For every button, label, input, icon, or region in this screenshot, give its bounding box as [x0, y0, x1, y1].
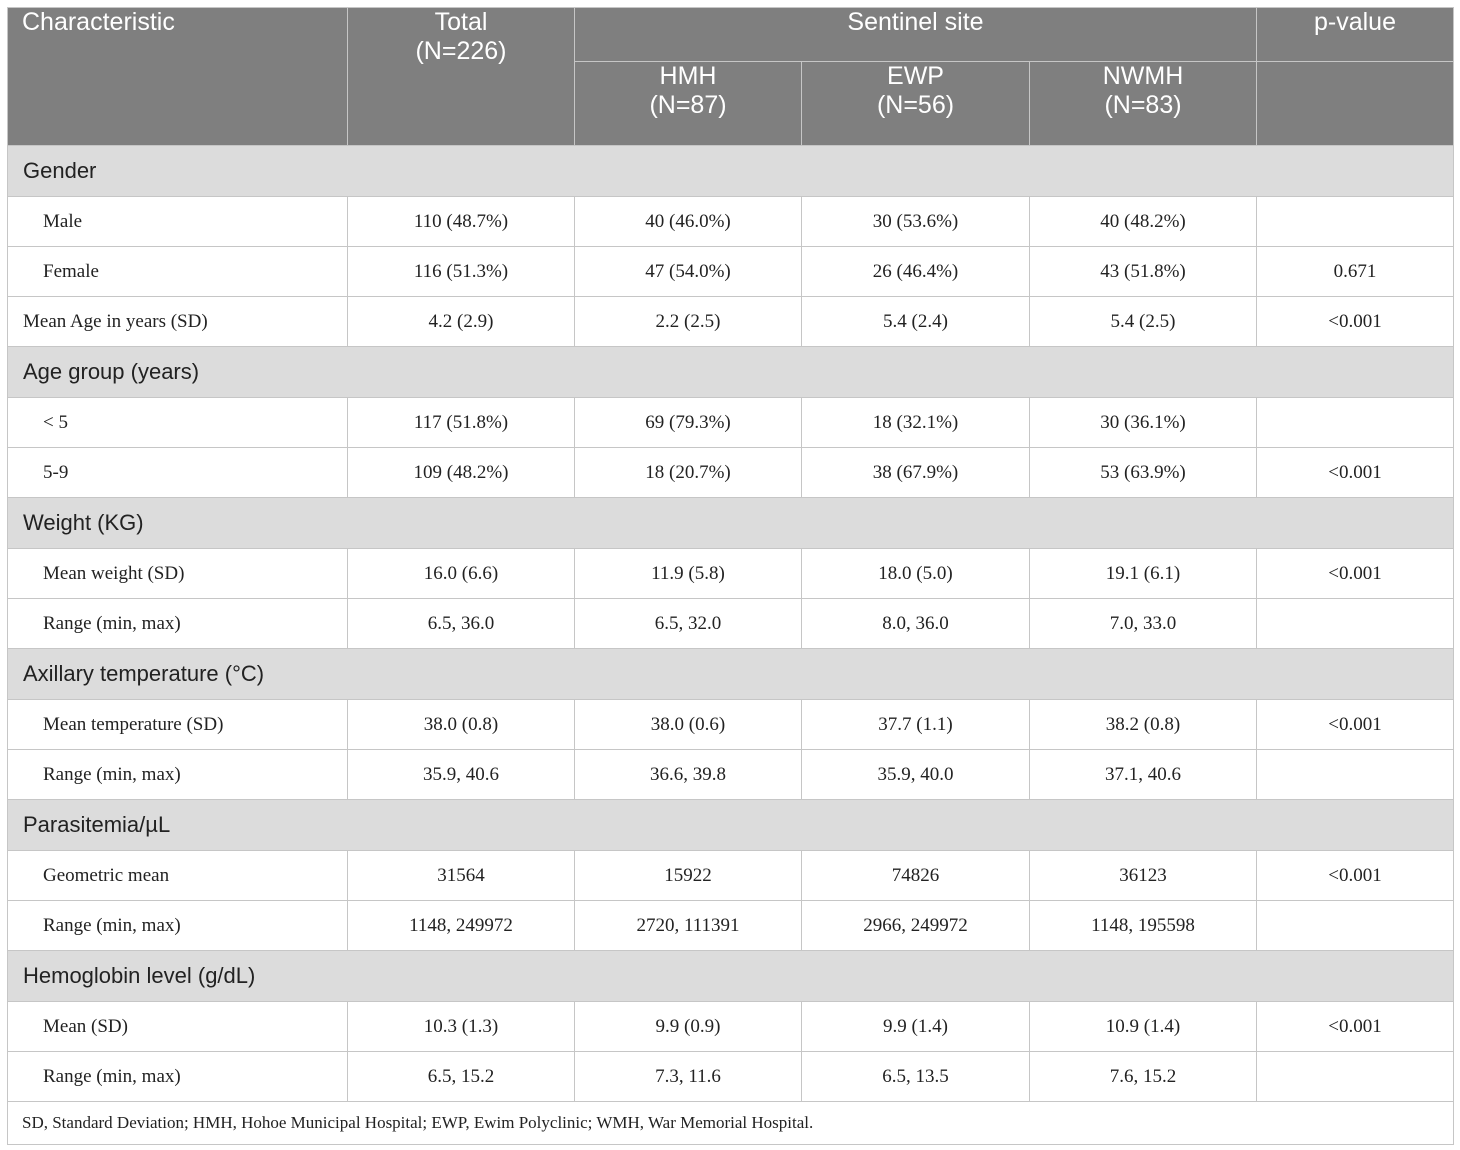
cell-hmh: 36.6, 39.8 — [575, 750, 802, 800]
cell-pvalue — [1257, 398, 1454, 448]
table-row — [8, 851, 1454, 901]
table-row — [8, 599, 1454, 649]
row-label: 5-9 — [8, 448, 348, 498]
cell-pvalue — [1257, 197, 1454, 247]
table-row — [8, 549, 1454, 599]
cell-hmh: 40 (46.0%) — [575, 197, 802, 247]
header-pvalue: p-value — [1257, 8, 1454, 62]
row-label: Range (min, max) — [8, 901, 348, 951]
cell-nwmh: 37.1, 40.6 — [1030, 750, 1257, 800]
cell-ewp: 74826 — [802, 851, 1030, 901]
cell-total: 4.2 (2.9) — [348, 297, 575, 347]
cell-nwmh: 7.6, 15.2 — [1030, 1052, 1257, 1102]
cell-total: 116 (51.3%) — [348, 247, 575, 297]
cell-pvalue: 0.671 — [1257, 247, 1454, 297]
site-n: (N=87) — [649, 91, 727, 119]
section-title: Axillary temperature (°C) — [8, 649, 1454, 700]
row-label: Male — [8, 197, 348, 247]
cell-ewp: 8.0, 36.0 — [802, 599, 1030, 649]
table-row — [8, 750, 1454, 800]
cell-ewp: 37.7 (1.1) — [802, 700, 1030, 750]
cell-ewp: 18 (32.1%) — [802, 398, 1030, 448]
cell-hmh: 2720, 111391 — [575, 901, 802, 951]
table-row — [8, 700, 1454, 750]
cell-hmh: 18 (20.7%) — [575, 448, 802, 498]
table-row — [8, 247, 1454, 297]
cell-nwmh: 10.9 (1.4) — [1030, 1002, 1257, 1052]
footnote: SD, Standard Deviation; HMH, Hohoe Municipal Hospital; EWP, Ewim Polyclinic; WMH, War Memorial Hospital. — [8, 1102, 1454, 1145]
cell-pvalue — [1257, 1052, 1454, 1102]
cell-hmh: 15922 — [575, 851, 802, 901]
cell-total: 117 (51.8%) — [348, 398, 575, 448]
cell-pvalue — [1257, 599, 1454, 649]
cell-nwmh: 53 (63.9%) — [1030, 448, 1257, 498]
header-characteristic: Characteristic — [8, 8, 348, 146]
cell-pvalue: <0.001 — [1257, 448, 1454, 498]
cell-pvalue — [1257, 750, 1454, 800]
characteristics-table — [7, 7, 1454, 1145]
row-label: Range (min, max) — [8, 750, 348, 800]
row-label: Range (min, max) — [8, 599, 348, 649]
cell-hmh: 69 (79.3%) — [575, 398, 802, 448]
table-row — [8, 448, 1454, 498]
header-row-1 — [8, 8, 1454, 62]
site-name: EWP — [887, 62, 944, 90]
cell-ewp: 9.9 (1.4) — [802, 1002, 1030, 1052]
cell-ewp: 38 (67.9%) — [802, 448, 1030, 498]
cell-pvalue — [1257, 901, 1454, 951]
row-label: Mean temperature (SD) — [8, 700, 348, 750]
cell-nwmh: 7.0, 33.0 — [1030, 599, 1257, 649]
cell-nwmh: 43 (51.8%) — [1030, 247, 1257, 297]
cell-total: 1148, 249972 — [348, 901, 575, 951]
header-site-ewp — [802, 62, 1030, 146]
cell-hmh: 38.0 (0.6) — [575, 700, 802, 750]
cell-hmh: 6.5, 32.0 — [575, 599, 802, 649]
cell-ewp: 5.4 (2.4) — [802, 297, 1030, 347]
cell-nwmh: 36123 — [1030, 851, 1257, 901]
table-row — [8, 197, 1454, 247]
cell-hmh: 7.3, 11.6 — [575, 1052, 802, 1102]
cell-ewp: 30 (53.6%) — [802, 197, 1030, 247]
section-title: Parasitemia/µL — [8, 800, 1454, 851]
header-total-label: Total — [434, 8, 488, 36]
header-total-n: (N=226) — [415, 37, 507, 65]
table-row — [8, 1002, 1454, 1052]
row-label: Mean weight (SD) — [8, 549, 348, 599]
cell-nwmh: 1148, 195598 — [1030, 901, 1257, 951]
cell-nwmh: 40 (48.2%) — [1030, 197, 1257, 247]
header-pvalue-blank — [1257, 62, 1454, 146]
cell-pvalue: <0.001 — [1257, 851, 1454, 901]
section-title: Age group (years) — [8, 347, 1454, 398]
site-n: (N=56) — [876, 91, 955, 119]
cell-nwmh: 5.4 (2.5) — [1030, 297, 1257, 347]
row-label: Mean (SD) — [8, 1002, 348, 1052]
row-label: Mean Age in years (SD) — [8, 297, 348, 347]
cell-pvalue: <0.001 — [1257, 549, 1454, 599]
section-temperature — [8, 649, 1454, 700]
section-parasitemia — [8, 800, 1454, 851]
cell-total: 110 (48.7%) — [348, 197, 575, 247]
table-row — [8, 297, 1454, 347]
cell-nwmh: 19.1 (6.1) — [1030, 549, 1257, 599]
cell-total: 10.3 (1.3) — [348, 1002, 575, 1052]
section-title: Gender — [8, 146, 1454, 197]
cell-total: 6.5, 36.0 — [348, 599, 575, 649]
cell-hmh: 11.9 (5.8) — [575, 549, 802, 599]
cell-pvalue: <0.001 — [1257, 297, 1454, 347]
header-site-nwmh — [1030, 62, 1257, 146]
section-title: Weight (KG) — [8, 498, 1454, 549]
section-gender — [8, 146, 1454, 197]
cell-hmh: 9.9 (0.9) — [575, 1002, 802, 1052]
cell-nwmh: 38.2 (0.8) — [1030, 700, 1257, 750]
cell-pvalue: <0.001 — [1257, 1002, 1454, 1052]
section-weight — [8, 498, 1454, 549]
row-label: Range (min, max) — [8, 1052, 348, 1102]
table-row — [8, 1052, 1454, 1102]
cell-hmh: 47 (54.0%) — [575, 247, 802, 297]
footnote-row — [8, 1102, 1454, 1145]
site-name: NWMH — [1102, 62, 1184, 90]
cell-total: 109 (48.2%) — [348, 448, 575, 498]
row-label: Female — [8, 247, 348, 297]
cell-ewp: 35.9, 40.0 — [802, 750, 1030, 800]
cell-ewp: 18.0 (5.0) — [802, 549, 1030, 599]
site-name: HMH — [659, 62, 717, 90]
cell-total: 6.5, 15.2 — [348, 1052, 575, 1102]
cell-ewp: 2966, 249972 — [802, 901, 1030, 951]
cell-pvalue: <0.001 — [1257, 700, 1454, 750]
cell-total: 35.9, 40.6 — [348, 750, 575, 800]
section-title: Hemoglobin level (g/dL) — [8, 951, 1454, 1002]
header-site-hmh — [575, 62, 802, 146]
row-label: Geometric mean — [8, 851, 348, 901]
row-label: < 5 — [8, 398, 348, 448]
cell-ewp: 6.5, 13.5 — [802, 1052, 1030, 1102]
site-n: (N=83) — [1104, 91, 1182, 119]
table-row — [8, 901, 1454, 951]
header-sentinel-site: Sentinel site — [575, 8, 1257, 62]
cell-total: 16.0 (6.6) — [348, 549, 575, 599]
section-age-group — [8, 347, 1454, 398]
header-total — [348, 8, 575, 146]
section-hemoglobin — [8, 951, 1454, 1002]
cell-total: 38.0 (0.8) — [348, 700, 575, 750]
cell-total: 31564 — [348, 851, 575, 901]
table-row — [8, 398, 1454, 448]
cell-hmh: 2.2 (2.5) — [575, 297, 802, 347]
cell-ewp: 26 (46.4%) — [802, 247, 1030, 297]
cell-nwmh: 30 (36.1%) — [1030, 398, 1257, 448]
